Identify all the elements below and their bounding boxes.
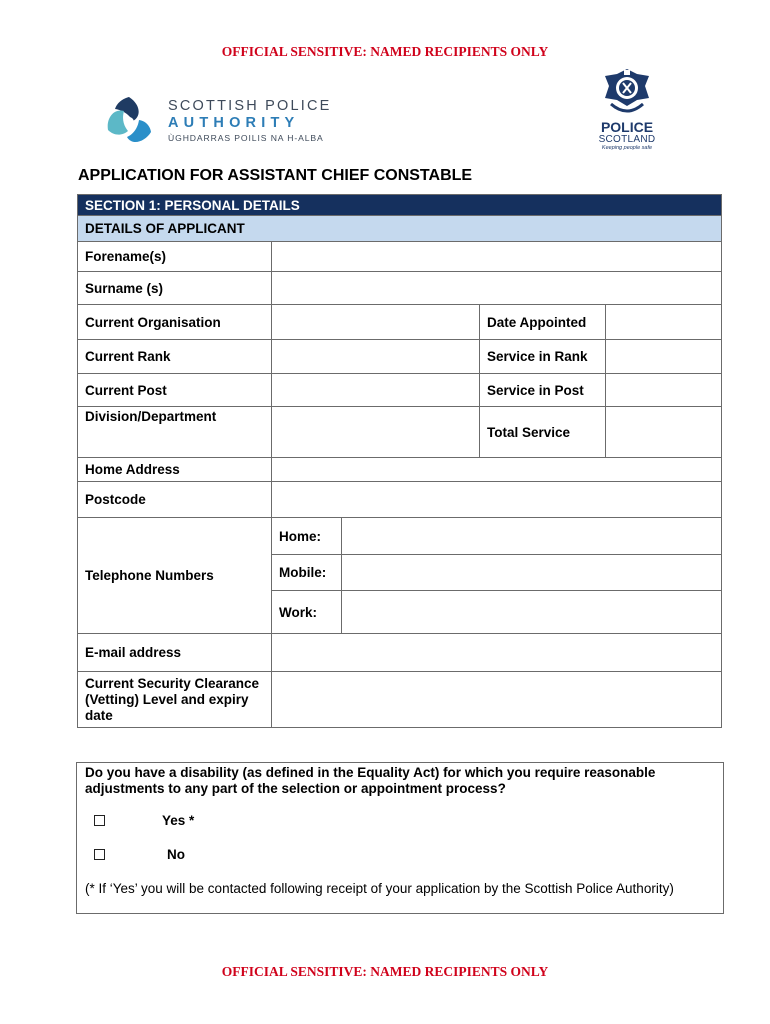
police-scotland-tagline: Keeping people safe: [601, 145, 653, 151]
security-clearance-input[interactable]: [272, 672, 722, 728]
section-header: SECTION 1: PERSONAL DETAILS: [78, 195, 722, 216]
current-post-label: Current Post: [78, 374, 272, 407]
police-scotland-line1: POLICE: [600, 119, 654, 135]
spa-logo-line2: AUTHORITY: [168, 115, 300, 131]
home-address-label: Home Address: [78, 458, 272, 482]
phone-home-label: Home:: [272, 518, 342, 555]
disability-no-label: No: [167, 847, 185, 862]
scottish-police-authority-logo: [102, 94, 342, 150]
police-scotland-logo: [590, 68, 664, 156]
forenames-label: Forename(s): [78, 242, 272, 272]
subsection-header: DETAILS OF APPLICANT: [78, 216, 722, 242]
email-label: E-mail address: [78, 634, 272, 672]
service-in-post-label: Service in Post: [480, 374, 606, 407]
current-organisation-label: Current Organisation: [78, 305, 272, 340]
spa-logo-line3: ÙGHDARRAS POILIS NA H-ALBA: [168, 133, 324, 143]
page-title: APPLICATION FOR ASSISTANT CHIEF CONSTABLE: [78, 167, 473, 184]
police-crest-icon: [597, 68, 657, 120]
disability-yes-checkbox[interactable]: [94, 815, 105, 826]
header-classification-banner: OFFICIAL SENSITIVE: NAMED RECIPIENTS ONLY: [221, 44, 549, 59]
phone-work-input[interactable]: [342, 591, 722, 634]
police-scotland-line2: SCOTLAND: [598, 134, 656, 145]
phone-home-input[interactable]: [342, 518, 722, 555]
home-address-input[interactable]: [272, 458, 722, 482]
current-rank-input[interactable]: [272, 340, 480, 374]
disability-question: Do you have a disability (as defined in the Equality Act) for which you require reasonable adjustments to any part of the selection or appointment process?: [85, 765, 656, 796]
postcode-label: Postcode: [78, 482, 272, 518]
forenames-input[interactable]: [272, 242, 722, 272]
security-clearance-label: Current Security Clearance (Vetting) Level and expiry date: [78, 672, 272, 728]
service-in-rank-label: Service in Rank: [480, 340, 606, 374]
footer-classification-banner: OFFICIAL SENSITIVE: NAMED RECIPIENTS ONLY: [221, 964, 549, 979]
current-organisation-input[interactable]: [272, 305, 480, 340]
service-in-rank-input[interactable]: [606, 340, 722, 374]
service-in-post-input[interactable]: [606, 374, 722, 407]
current-rank-label: Current Rank: [78, 340, 272, 374]
disability-no-checkbox[interactable]: [94, 849, 105, 860]
spa-emblem-icon: [102, 94, 156, 148]
personal-details-table: [77, 194, 722, 728]
telephone-numbers-label: Telephone Numbers: [78, 518, 272, 634]
total-service-input[interactable]: [606, 407, 722, 458]
division-department-input[interactable]: [272, 407, 480, 458]
spa-logo-line1: SCOTTISH POLICE: [168, 98, 332, 114]
postcode-input[interactable]: [272, 482, 722, 518]
surname-input[interactable]: [272, 272, 722, 305]
date-appointed-label: Date Appointed: [480, 305, 606, 340]
phone-mobile-label: Mobile:: [272, 555, 342, 591]
disability-note: (* If ‘Yes’ you will be contacted following receipt of your application by the Scottish Police Authority): [85, 881, 674, 896]
phone-mobile-input[interactable]: [342, 555, 722, 591]
surname-label: Surname (s): [78, 272, 272, 305]
phone-work-label: Work:: [272, 591, 342, 634]
division-department-label: Division/Department: [78, 407, 272, 458]
email-input[interactable]: [272, 634, 722, 672]
disability-yes-label: Yes *: [162, 813, 195, 828]
current-post-input[interactable]: [272, 374, 480, 407]
disability-question-box: [76, 762, 724, 914]
date-appointed-input[interactable]: [606, 305, 722, 340]
total-service-label: Total Service: [480, 407, 606, 458]
